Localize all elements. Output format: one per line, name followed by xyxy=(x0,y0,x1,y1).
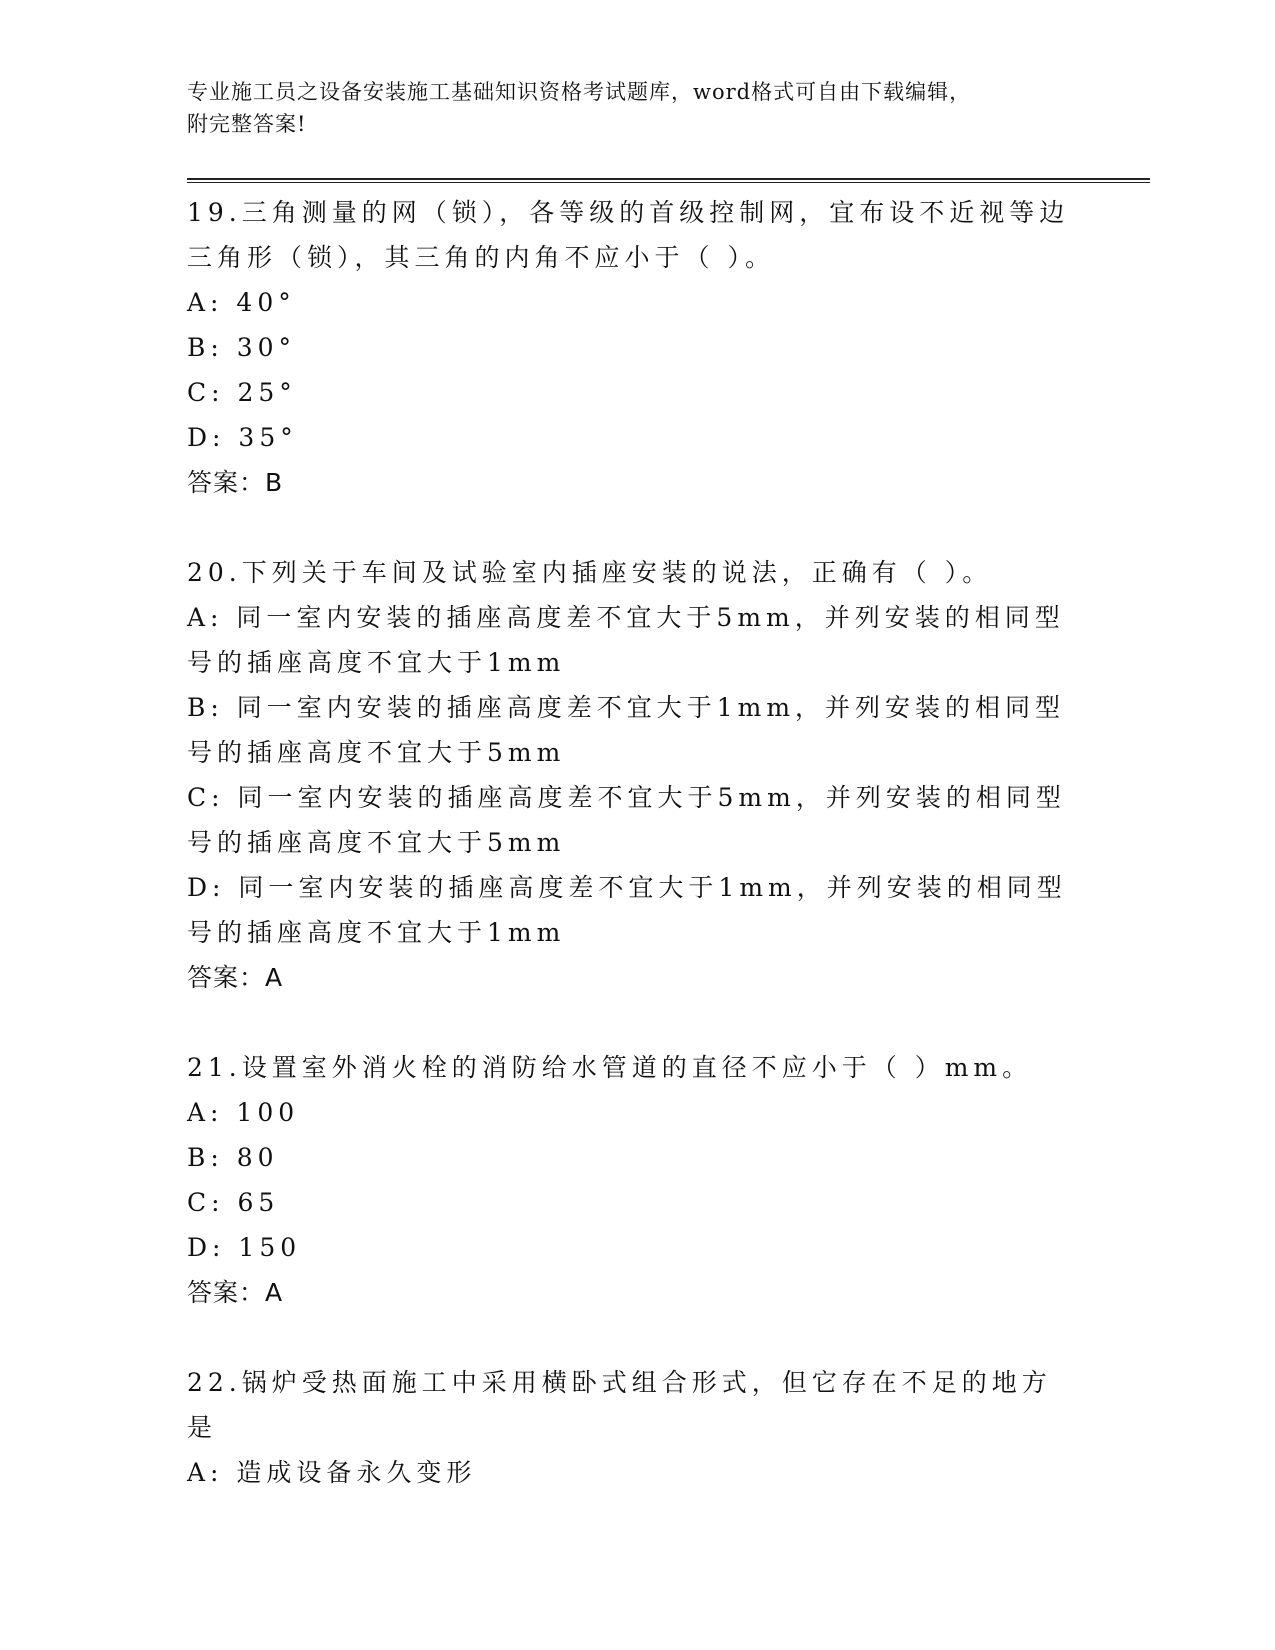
option-a: A: 造成设备永久变形 xyxy=(187,1458,477,1487)
answer: 答案：B xyxy=(187,468,284,497)
option-b: B: 同一室内安装的插座高度差不宜大于1mm，并列安装的相同型号的插座高度不宜大于5mm xyxy=(187,693,1066,767)
option-a: A: 同一室内安装的插座高度差不宜大于5mm，并列安装的相同型号的插座高度不宜大于1mm xyxy=(187,603,1065,677)
question-20 xyxy=(187,550,1077,1000)
document-header xyxy=(187,76,1067,140)
option-a: A: 100 xyxy=(187,1098,300,1127)
header-divider-thick xyxy=(187,178,1150,180)
answer: 答案：A xyxy=(187,1278,284,1307)
question-stem: 21.设置室外消火栓的消防给水管道的直径不应小于（ ）mm。 xyxy=(187,1053,1033,1082)
question-21 xyxy=(187,1045,1077,1315)
option-d: D: 150 xyxy=(187,1233,302,1262)
option-d: D: 同一室内安装的插座高度差不宜大于1mm，并列安装的相同型号的插座高度不宜大于1mm xyxy=(187,873,1067,947)
option-d: D: 35° xyxy=(187,423,298,452)
header-line-2: 附完整答案! xyxy=(187,112,307,136)
option-c: C: 25° xyxy=(187,378,297,407)
question-list xyxy=(187,190,1077,1540)
option-b: B: 80 xyxy=(187,1143,279,1172)
option-c: C: 65 xyxy=(187,1188,280,1217)
question-stem: 19.三角测量的网（锁），各等级的首级控制网，宜布设不近视等边三角形（锁），其三角的内角不应小于（ ）。 xyxy=(187,198,1070,272)
question-22 xyxy=(187,1360,1077,1495)
option-c: C: 同一室内安装的插座高度差不宜大于5mm，并列安装的相同型号的插座高度不宜大于5mm xyxy=(187,783,1066,857)
option-b: B: 30° xyxy=(187,333,297,362)
question-19 xyxy=(187,190,1077,505)
header-line-1: 专业施工员之设备安装施工基础知识资格考试题库，word格式可自由下载编辑， xyxy=(187,80,972,104)
option-a: A: 40° xyxy=(187,288,296,317)
answer: 答案：A xyxy=(187,963,284,992)
question-stem: 22.锅炉受热面施工中采用横卧式组合形式，但它存在不足的地方是 xyxy=(187,1368,1052,1442)
question-stem: 20.下列关于车间及试验室内插座安装的说法，正确有（ ）。 xyxy=(187,558,993,587)
header-divider-thin xyxy=(187,182,1150,183)
